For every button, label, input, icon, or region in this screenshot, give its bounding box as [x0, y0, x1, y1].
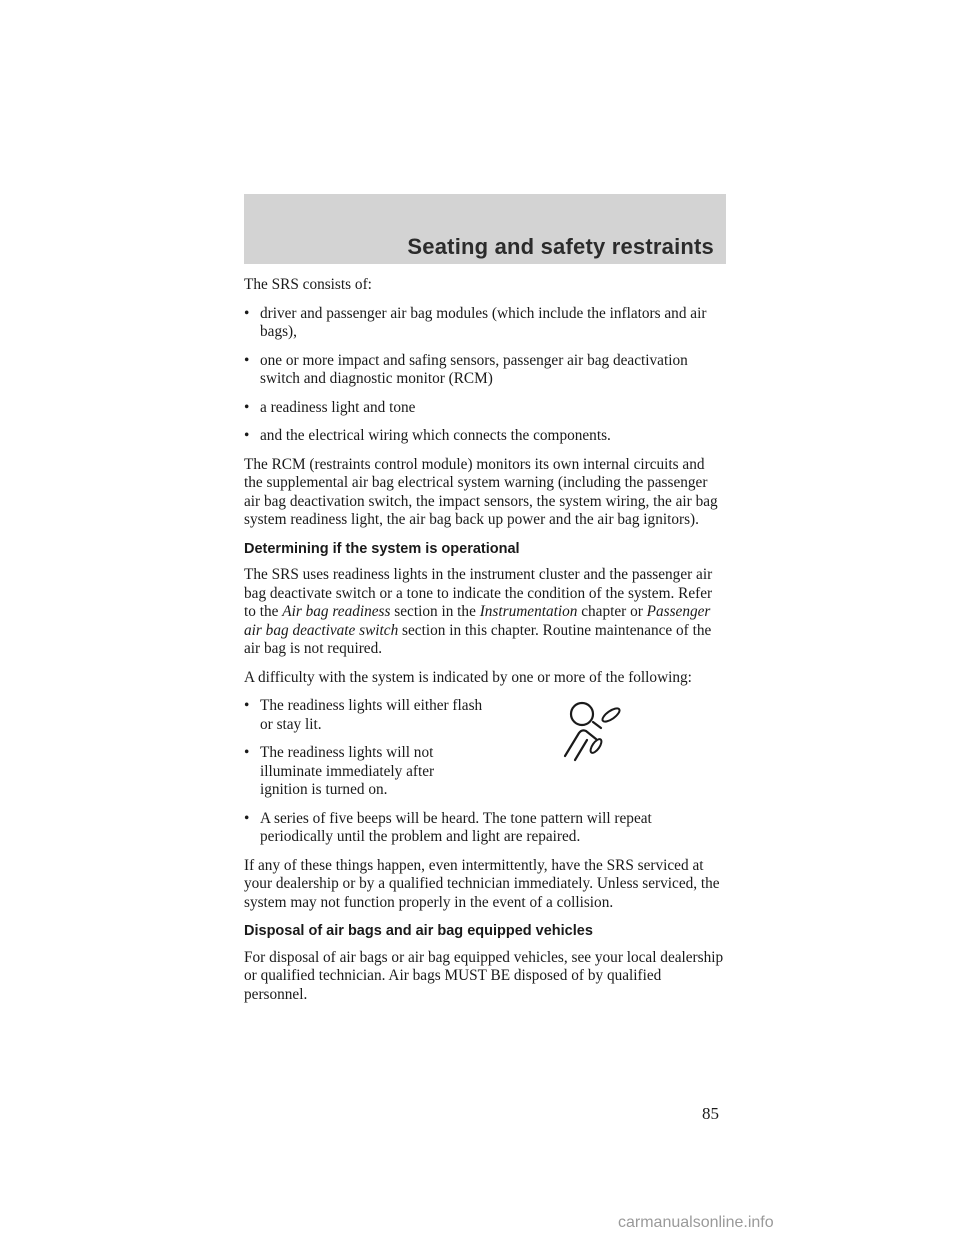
- list-item: • and the electrical wiring which connects the components.: [244, 427, 611, 444]
- section-header-band: [244, 194, 726, 264]
- reference-air-bag-readiness: Air bag readiness: [282, 603, 391, 620]
- list-item: • one or more impact and safing sensors, passenger air bag deactivation switch and diagnostic monitor (RCM): [244, 351, 688, 387]
- indicator-block: [244, 697, 726, 847]
- components-list: [244, 305, 726, 446]
- list-item: • driver and passenger air bag modules (which include the inflators and air bags),: [244, 304, 707, 340]
- rcm-paragraph: The RCM (restraints control module) monitors its own internal circuits and the supplemental air bag electrical system warning (including the passenger air bag deactivation switch, the impact sensors, the system wiring, the air bag system readiness light, the air bag back up power and the air bag ignitors).: [244, 455, 718, 528]
- airbag-warning-icon: [558, 699, 638, 767]
- section-heading: Determining if the system is operational: [244, 540, 520, 557]
- bullet-icon: •: [244, 697, 250, 714]
- disposal-paragraph: For disposal of air bags or air bag equipped vehicles, see your local dealership or qualified technician. Air bags MUST BE disposed of by qualified personnel.: [244, 948, 724, 1003]
- indicators-list: [244, 697, 726, 847]
- bullet-icon: •: [244, 398, 250, 416]
- bullet-icon: •: [244, 809, 250, 827]
- bullet-icon: •: [244, 744, 250, 761]
- reference-deactivate-switch: Passenger air bag deactivate switch: [244, 603, 711, 639]
- reference-instrumentation: Instrumentation: [479, 603, 578, 620]
- list-item: • The readiness lights will either flash or stay lit.: [244, 697, 483, 733]
- watermark-text: carmanualsonline.info: [618, 1214, 774, 1231]
- readiness-paragraph: The SRS uses readiness lights in the instrument cluster and the passenger air bag deactivate switch or a tone to indicate the condition of the system. Refer to the Air bag readiness section in the Instrumentation chapter or Passenger air bag deactivate switch section in this chapter. Routine maintenance of the air bag is not required.: [244, 566, 713, 657]
- section-heading: Disposal of air bags and air bag equipped vehicles: [244, 923, 593, 939]
- difficulty-paragraph: A difficulty with the system is indicated by one or more of the following:: [244, 668, 692, 686]
- list-item: • a readiness light and tone: [244, 398, 416, 416]
- service-paragraph: If any of these things happen, even intermittently, have the SRS serviced at your dealership or by a qualified technician immediately. Unless serviced, the system may not function properly in the event of a collision.: [244, 856, 720, 911]
- page-content: [244, 276, 726, 1014]
- section-title: Seating and safety restraints: [407, 234, 714, 259]
- bullet-icon: •: [244, 304, 250, 322]
- bullet-icon: •: [244, 351, 250, 369]
- list-item: • A series of five beeps will be heard. The tone pattern will repeat periodically until the problem and light are repaired.: [244, 809, 652, 845]
- intro-text: The SRS consists of:: [244, 276, 372, 293]
- list-item: • The readiness lights will not illuminate immediately after ignition is turned on.: [244, 744, 435, 798]
- bullet-icon: •: [244, 427, 250, 444]
- page-number: 85: [702, 1104, 719, 1123]
